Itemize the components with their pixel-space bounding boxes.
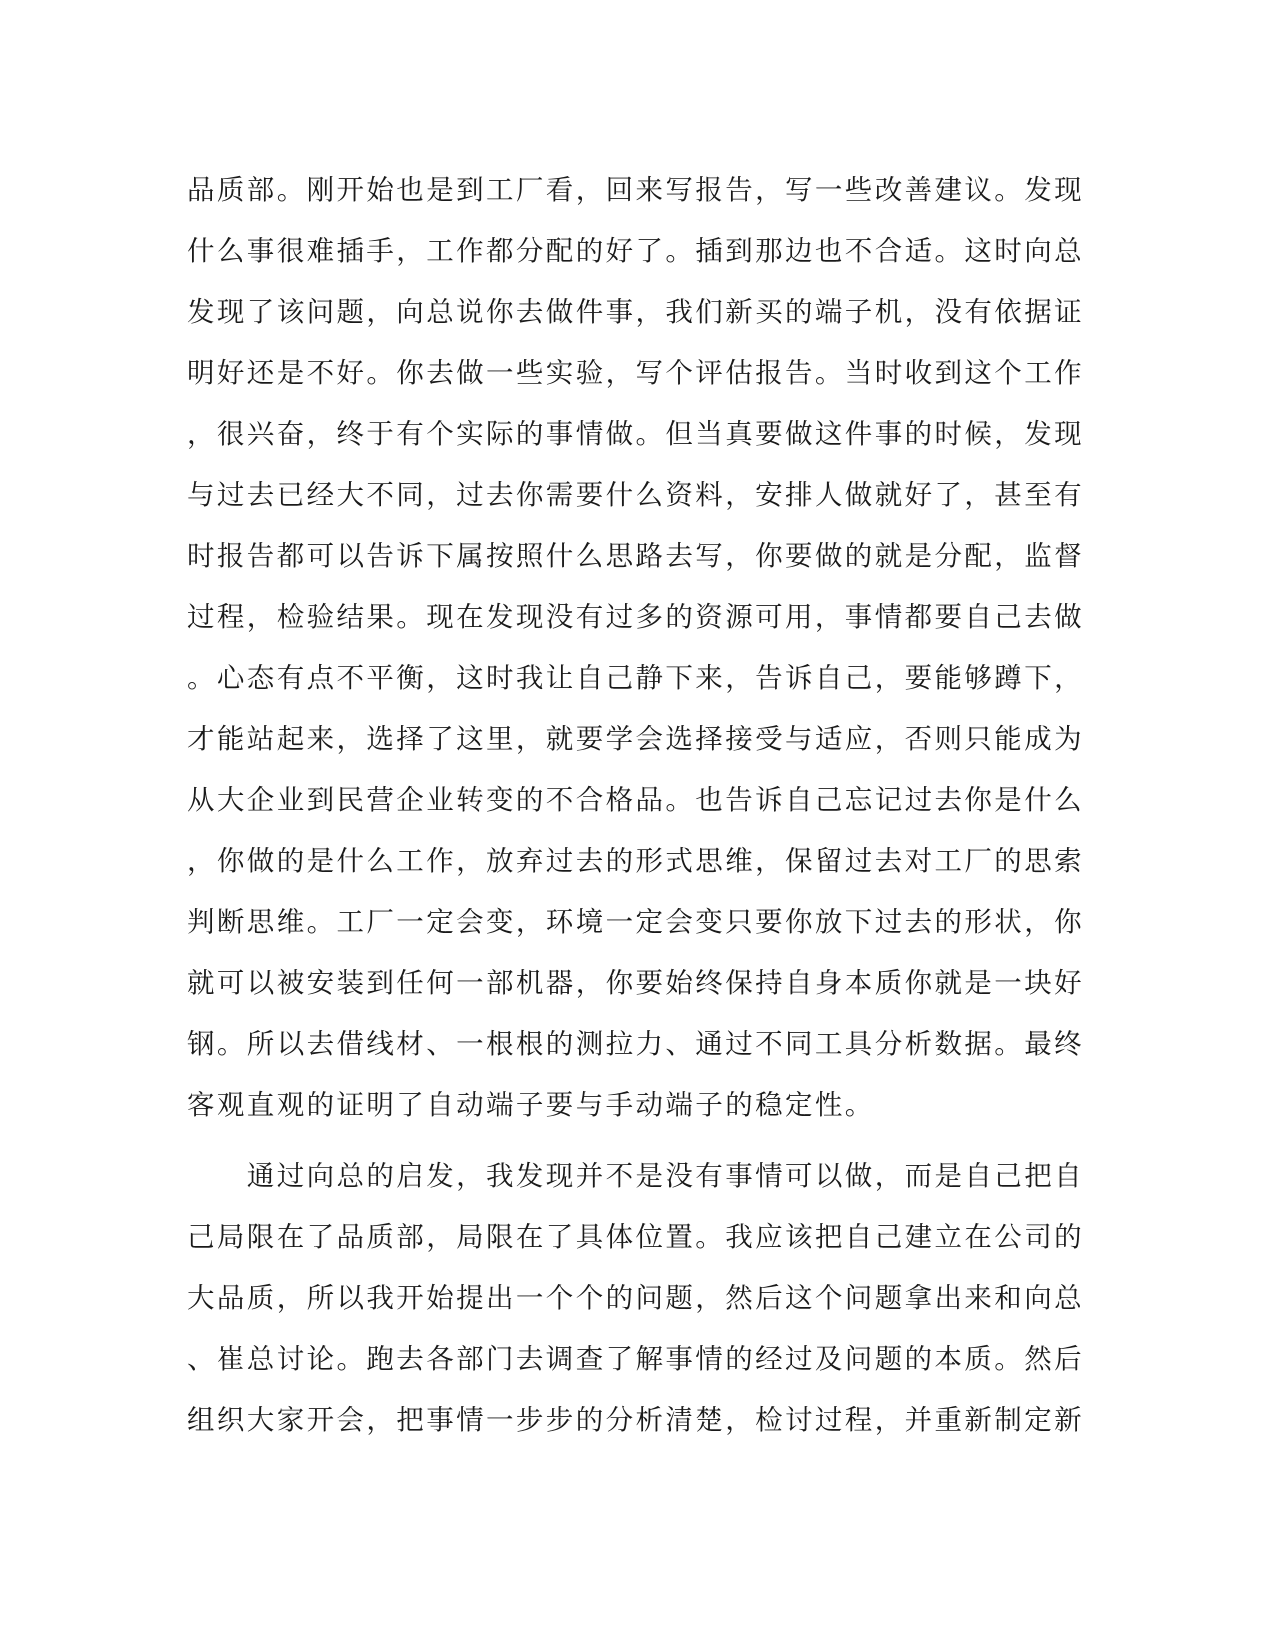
text-line: 钢。所以去借线材、一根根的测拉力、通过不同工具分析数据。最终 <box>187 1028 1084 1060</box>
text-line: 过程，检验结果。现在发现没有过多的资源可用，事情都要自己去做 <box>187 601 1084 633</box>
text-line: 大品质，所以我开始提出一个个的问题，然后这个问题拿出来和向总 <box>187 1282 1084 1314</box>
text-line: 客观直观的证明了自动端子要与手动端子的稳定性。 <box>187 1089 875 1121</box>
text-line: 发现了该问题，向总说你去做件事，我们新买的端子机，没有依据证 <box>187 296 1084 328</box>
text-line: ，你做的是什么工作，放弃过去的形式思维，保留过去对工厂的思索 <box>187 845 1084 877</box>
paragraph-spacer <box>187 1136 1087 1146</box>
text-line: 时报告都可以告诉下属按照什么思路去写，你要做的就是分配，监督 <box>187 540 1084 572</box>
text-line: 品质部。刚开始也是到工厂看，回来写报告，写一些改善建议。发现 <box>187 174 1084 206</box>
text-line: 组织大家开会，把事情一步步的分析清楚，检讨过程，并重新制定新 <box>187 1404 1084 1436</box>
paragraph-1 <box>187 160 1087 1136</box>
text-line: ，很兴奋，终于有个实际的事情做。但当真要做这件事的时候，发现 <box>187 418 1084 450</box>
text-line: 己局限在了品质部，局限在了具体位置。我应该把自己建立在公司的 <box>187 1221 1084 1253</box>
text-line: 从大企业到民营企业转变的不合格品。也告诉自己忘记过去你是什么 <box>187 784 1084 816</box>
text-line: 才能站起来，选择了这里，就要学会选择接受与适应，否则只能成为 <box>187 723 1084 755</box>
text-line: 与过去已经大不同，过去你需要什么资料，安排人做就好了，甚至有 <box>187 479 1084 511</box>
text-line: 就可以被安装到任何一部机器，你要始终保持自身本质你就是一块好 <box>187 967 1084 999</box>
text-line: 什么事很难插手，工作都分配的好了。插到那边也不合适。这时向总 <box>187 235 1084 267</box>
text-line: 。心态有点不平衡，这时我让自己静下来，告诉自己，要能够蹲下， <box>187 662 1084 694</box>
text-line: 明好还是不好。你去做一些实验，写个评估报告。当时收到这个工作 <box>187 357 1084 389</box>
text-line: 判断思维。工厂一定会变，环境一定会变只要你放下过去的形状，你 <box>187 906 1084 938</box>
text-line: 、崔总讨论。跑去各部门去调查了解事情的经过及问题的本质。然后 <box>187 1343 1084 1375</box>
text-line: 通过向总的启发，我发现并不是没有事情可以做，而是自己把自 <box>187 1160 1084 1192</box>
paragraph-2 <box>187 1146 1087 1451</box>
body-text <box>187 160 1087 1451</box>
